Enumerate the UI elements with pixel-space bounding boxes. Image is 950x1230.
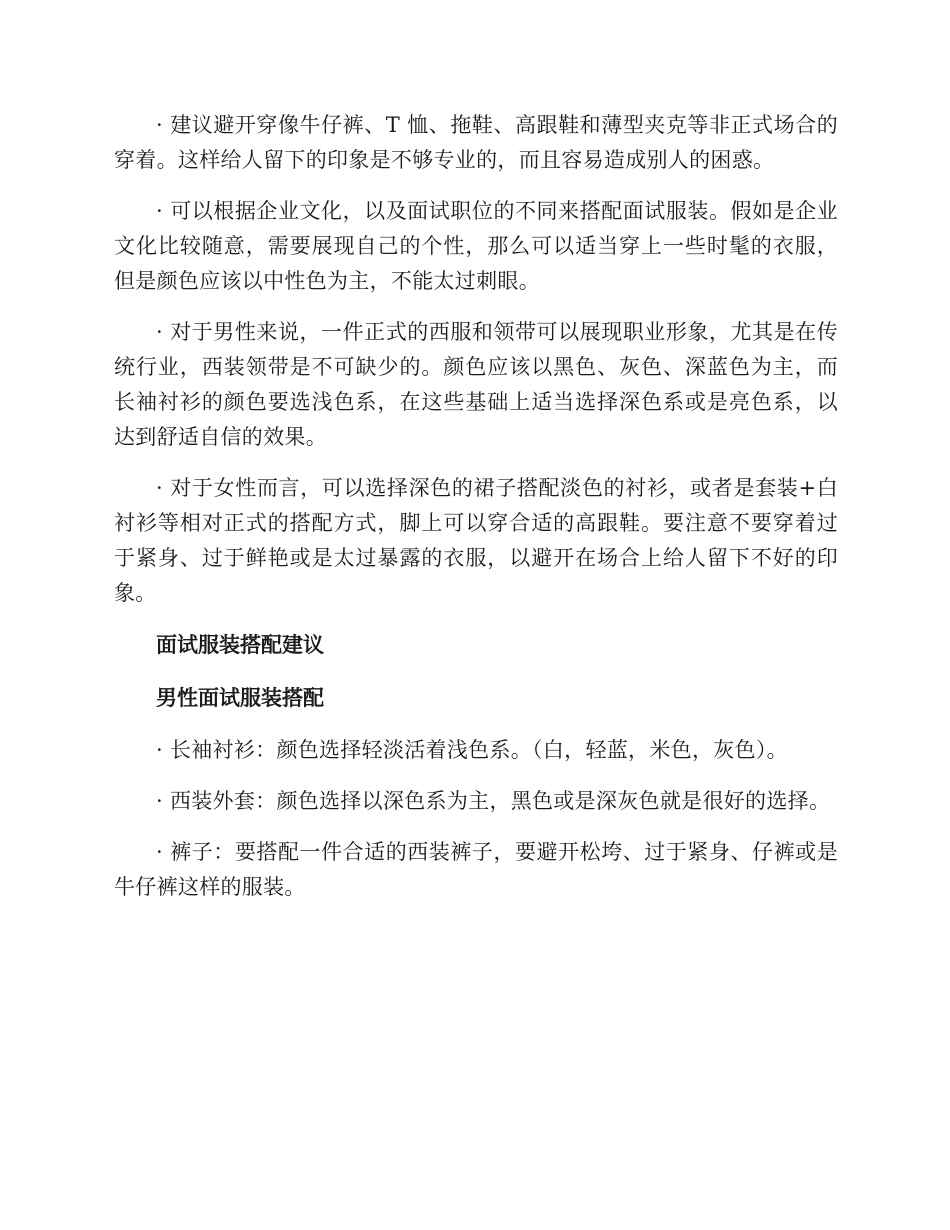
paragraph-jacket: · 西装外套：颜色选择以深色系为主，黑色或是深灰色就是很好的选择。 xyxy=(156,789,831,813)
paragraph-women-outfit: · 对于女性而言，可以选择深色的裙子搭配淡色的衬衫，或者是套装+白衬衫等相对正式的搭配方式，脚上可以穿合适的高跟鞋。要注意不要穿着过于紧身、过于鲜艳或是太过暴露的衣服，以避开在场合上给人留下不好的印象。 xyxy=(114,476,838,605)
document-page xyxy=(114,108,838,921)
paragraph-company-culture: · 可以根据企业文化，以及面试职位的不同来搭配面试服装。假如是企业文化比较随意，需要展现自己的个性，那么可以适当穿上一些时髦的衣服，但是颜色应该以中性色为主，不能太过刺眼。 xyxy=(114,199,838,293)
subsection-heading: 男性面试服装搭配 xyxy=(156,685,324,710)
paragraph-trousers: · 裤子：要搭配一件合适的西装裤子，要避开松垮、过于紧身、仔裤或是牛仔裤这样的服装。 xyxy=(114,840,838,899)
paragraph-men-suit: · 对于男性来说，一件正式的西服和领带可以展现职业形象，尤其是在传统行业，西装领带是不可缺少的。颜色应该以黑色、灰色、深蓝色为主，而长袖衬衫的颜色要选浅色系，在这些基础上适当选择深色系或是亮色系，以达到舒适自信的效果。 xyxy=(114,320,838,449)
section-heading: 面试服装搭配建议 xyxy=(156,632,324,657)
paragraph-shirt: · 长袖衬衫：颜色选择轻淡活着浅色系。（白，轻蓝，米色，灰色）。 xyxy=(156,738,788,762)
paragraph-casual-wear: · 建议避开穿像牛仔裤、T 恤、拖鞋、高跟鞋和薄型夹克等非正式场合的穿着。这样给人留下的印象是不够专业的，而且容易造成别人的困惑。 xyxy=(114,113,838,172)
